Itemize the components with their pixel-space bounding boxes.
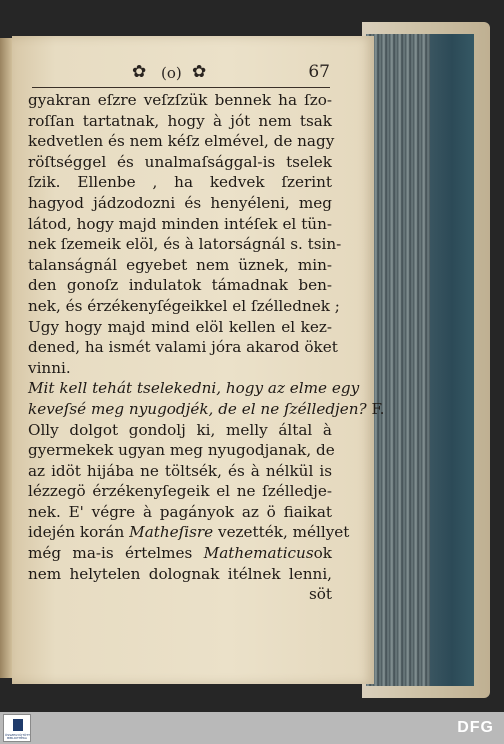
text-line xyxy=(28,214,332,235)
page-number: 67 xyxy=(308,62,330,82)
text-segment: röſtséggel és unalmaſsággal-is tselek xyxy=(28,152,332,171)
dfg-logo[interactable]: DFG xyxy=(457,719,494,736)
text-segment: den gonoſz indulatok támadnak ben- xyxy=(28,276,332,295)
text-line xyxy=(28,131,335,152)
library-logo-icon xyxy=(13,719,23,731)
text-line xyxy=(28,296,340,317)
text-line xyxy=(28,461,332,482)
viewer-footer-bar xyxy=(0,712,504,744)
text-segment: Olly dolgot gondolj ki, melly által à xyxy=(28,420,332,439)
text-segment: talanságnál egyebet nem üznek, min- xyxy=(28,255,332,274)
italic-text-segment: Matheſisre xyxy=(129,523,214,542)
text-segment: gyermekek ugyan meg nyugodjanak, de xyxy=(28,441,335,460)
text-segment: Ugy hogy majd mind elöl kellen el kez- xyxy=(28,317,332,336)
text-segment: F. xyxy=(366,399,385,418)
text-segment: kedvetlen és nem kéſz elmével, de nagy xyxy=(28,132,335,151)
text-segment: nem helytelen dolognak itélnek lenni, xyxy=(28,564,332,583)
text-line xyxy=(28,378,360,399)
text-segment: dened, ha ismét valami jóra akarod öket xyxy=(28,338,338,357)
text-segment: ok xyxy=(313,544,332,563)
page-body-text xyxy=(28,90,385,605)
text-line xyxy=(28,481,332,502)
ornament-left-icon: ✿ xyxy=(132,62,147,82)
text-line xyxy=(28,502,332,523)
page-block-shadow xyxy=(430,34,474,686)
text-segment: nek, és érzékenyſégeikkel el ſzéllednek ; xyxy=(28,296,340,315)
text-segment: az idöt hijába ne töltsék, és à nélkül is xyxy=(28,461,332,480)
text-line xyxy=(28,337,338,358)
text-segment: söt xyxy=(308,585,332,604)
text-line xyxy=(28,522,350,543)
ornament-right-icon: ✿ xyxy=(192,62,207,82)
text-line xyxy=(28,193,332,214)
library-logo[interactable] xyxy=(3,714,31,742)
library-logo-label: ÖSSZEGYŰJTÖTT BIBLIOTHEKA xyxy=(5,733,31,740)
text-segment: idején korán xyxy=(28,523,130,542)
italic-text-segment: Mathematicus xyxy=(203,544,314,563)
text-segment: gyakran eſzre veſzſzük bennek ha ſzo- xyxy=(28,91,332,109)
text-line xyxy=(28,358,332,379)
italic-text-segment: keveſsé meg nyugodjék, de el ne ſzélledjen? xyxy=(28,399,367,418)
text-line xyxy=(28,420,332,441)
text-segment: vinni. xyxy=(28,358,71,377)
text-line xyxy=(28,440,335,461)
text-segment: hagyod jádzodozni és henyéleni, meg xyxy=(28,193,332,212)
text-line xyxy=(28,111,332,132)
text-line xyxy=(28,399,385,420)
text-line xyxy=(28,172,332,193)
text-segment: roſſan tartatnak, hogy à jót nem tsak xyxy=(28,111,332,130)
text-line xyxy=(28,234,342,255)
text-segment: ſzik. Ellenbe , ha kedvek ſzerint xyxy=(28,173,332,192)
text-line xyxy=(28,543,332,564)
page-header xyxy=(32,62,330,86)
text-line xyxy=(28,90,332,111)
text-segment: még ma-is értelmes xyxy=(28,544,204,563)
text-segment: nek ſzemeik elöl, és à latorságnál s. tsin- xyxy=(28,235,342,254)
text-segment: nek. E' végre à pagányok az ö fiaikat xyxy=(28,502,332,521)
text-segment: lézzegö érzékenyſegeik el ne ſzélledje- xyxy=(28,482,332,501)
italic-text-segment: Mit kell tehát tselekedni, hogy az elme egy xyxy=(28,379,360,398)
text-line xyxy=(28,275,332,296)
header-mark: (o) xyxy=(161,64,182,82)
text-line xyxy=(28,564,332,585)
text-line xyxy=(28,584,332,605)
header-rule xyxy=(32,87,330,88)
text-segment: látod, hogy majd minden intéſek el tün- xyxy=(28,214,332,233)
text-segment: vezették, méllyet xyxy=(213,523,350,542)
text-line xyxy=(28,317,332,338)
text-line xyxy=(28,152,332,173)
text-line xyxy=(28,255,332,276)
